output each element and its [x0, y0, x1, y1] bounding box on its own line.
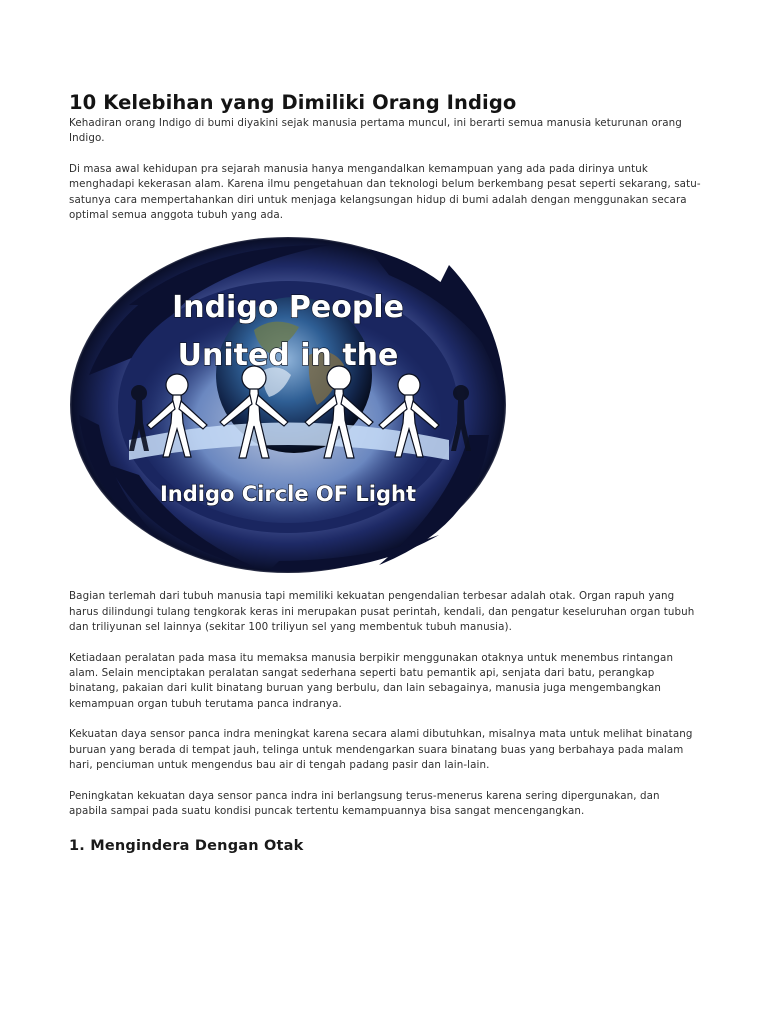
image-heading-line-1: Indigo People: [172, 290, 404, 326]
section-heading: 1. Mengindera Dengan Otak: [69, 838, 304, 855]
document-page: [69, 90, 701, 856]
indigo-people-image: [69, 235, 507, 575]
body-paragraph-4: Peningkatan kekuatan daya sensor panca indra ini berlangsung terus-menerus karena sering dipergunakan, dan apabila sampai pada suatu kondisi puncak tertentu kemampuannya bisa sangat mencengangkan.: [69, 789, 660, 817]
indigo-circle-illustration: [69, 235, 507, 575]
intro-paragraph-1: Kehadiran orang Indigo di bumi diyakini sejak manusia pertama muncul, ini berarti semua manusia keturunan orang Indigo.: [69, 117, 682, 145]
body-paragraph-3: Kekuatan daya sensor panca indra meningkat karena secara alami dibutuhkan, misalnya mata untuk melihat binatang buruan yang berada di tempat jauh, telinga untuk mendengarkan suara binatang buas yang berbahaya pada malam hari, penciuman untuk mengendus bau air di tengah padang pasir dan lain-lain.: [69, 728, 693, 772]
body-paragraph-1: Bagian terlemah dari tubuh manusia tapi memiliki kekuatan pengendalian terbesar adalah otak. Organ rapuh yang harus dilindungi tulang tengkorak keras ini merupakan pusat perintah, kendali, dan pengatur keseluruhan organ tubuh dan triliyunan sel lainnya (sekitar 100 triliyun sel yang membentuk tubuh manusia).: [69, 590, 695, 634]
article-title: 10 Kelebihan yang Dimiliki Orang Indigo: [69, 91, 517, 114]
body-paragraph-2: Ketiadaan peralatan pada masa itu memaksa manusia berpikir menggunakan otaknya untuk menembus rintangan alam. Selain menciptakan peralatan sangat sederhana seperti batu pemantik api, senjata dari batu, perangkap binatang, pakaian dari kulit binatang buruan yang berbulu, dan lain sebagainya, manusia juga mengembangkan kemampuan organ tubuh terutama panca indranya.: [69, 651, 674, 710]
intro-paragraph-2: Di masa awal kehidupan pra sejarah manusia hanya mengandalkan kemampuan yang ada pada dirinya untuk menghadapi kekerasan alam. Karena ilmu pengetahuan dan teknologi belum berkembang pesat seperti sekarang, satu-satunya cara mempertahankan diri untuk menjaga kelangsungan hidup di bumi adalah dengan menggunakan secara optimal semua anggota tubuh yang ada.: [69, 162, 701, 222]
image-heading-line-2: United in the: [177, 338, 399, 374]
image-caption-line-3: Indigo Circle OF Light: [159, 482, 417, 507]
